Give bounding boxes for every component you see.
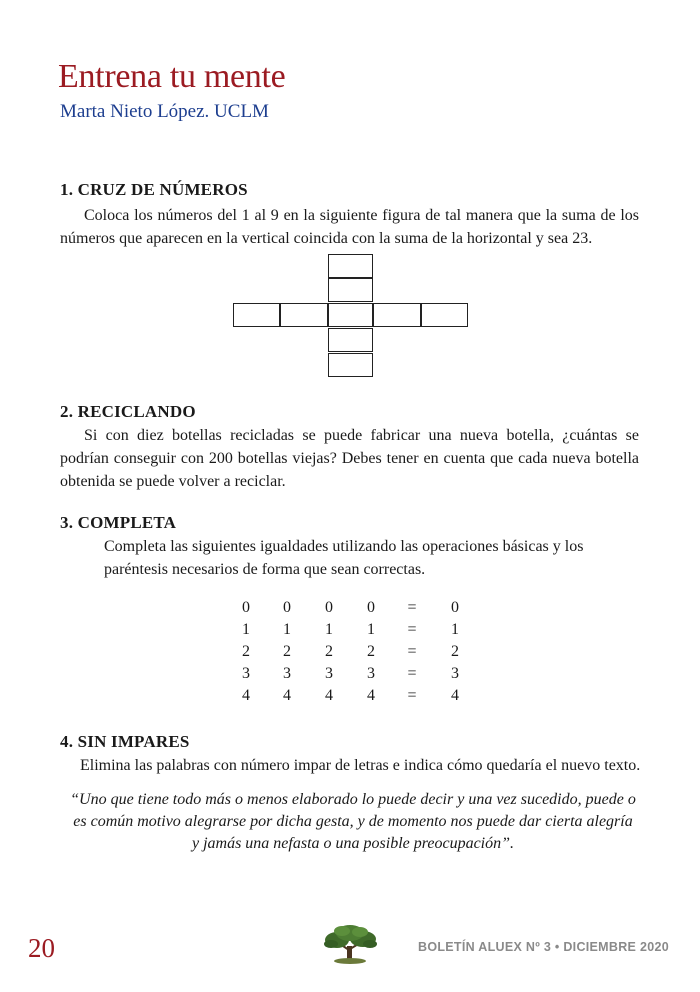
equation-operand: 2 bbox=[367, 643, 375, 660]
equation-operand: 1 bbox=[283, 621, 291, 638]
equation-operand: 3 bbox=[283, 665, 291, 682]
equation-operand: 4 bbox=[283, 687, 291, 704]
equation-operand: 1 bbox=[367, 621, 375, 638]
section-text-sin-impares: Elimina las palabras con número impar de letras e indica cómo quedaría el nuevo texto. bbox=[80, 757, 641, 774]
equation-result: 2 bbox=[451, 643, 459, 660]
equation-operand: 3 bbox=[325, 665, 333, 682]
equation-result: 1 bbox=[451, 621, 459, 638]
cross-cell-left-1 bbox=[233, 303, 280, 327]
cross-cell-top-1 bbox=[328, 254, 373, 278]
equation-equals: = bbox=[407, 621, 417, 638]
section-text-cruz: Coloca los números del 1 al 9 en la siguiente figura de tal manera que la suma de los números que aparecen en la vertical coincida con la suma de la horizontal y sea 23. bbox=[60, 207, 639, 247]
tree-logo-icon bbox=[322, 922, 378, 966]
page-number: 20 bbox=[28, 933, 55, 963]
equation-result: 3 bbox=[451, 665, 459, 682]
equation-operand: 2 bbox=[325, 643, 333, 660]
equation-operand: 0 bbox=[325, 599, 333, 616]
equation-equals: = bbox=[407, 643, 417, 660]
section-text-reciclando: Si con diez botellas recicladas se puede fabricar una nueva botella, ¿cuántas se podrían conseguir con 200 botellas viejas? Debes tener en cuenta que cada nueva botella obtenida se puede volver a reciclar. bbox=[60, 427, 639, 490]
page-title: Entrena tu mente bbox=[58, 58, 286, 95]
cross-cell-right-2 bbox=[421, 303, 468, 327]
section-heading-completa: 3. COMPLETA bbox=[60, 513, 177, 532]
equation-result: 0 bbox=[451, 599, 459, 616]
equation-operand: 4 bbox=[367, 687, 375, 704]
equation-operand: 0 bbox=[242, 599, 250, 616]
equation-equals: = bbox=[407, 599, 417, 616]
equation-equals: = bbox=[407, 687, 417, 704]
equation-operand: 0 bbox=[367, 599, 375, 616]
equation-operand: 2 bbox=[283, 643, 291, 660]
equation-result: 4 bbox=[451, 687, 459, 704]
equation-operand: 0 bbox=[283, 599, 291, 616]
equation-operand: 3 bbox=[367, 665, 375, 682]
equation-operand: 4 bbox=[325, 687, 333, 704]
section-text-completa: Completa las siguientes igualdades utilizando las operaciones básicas y los paréntesis necesarios de forma que sean correctas. bbox=[104, 538, 584, 578]
equation-operand: 2 bbox=[242, 643, 250, 660]
cross-cell-top-2 bbox=[328, 278, 373, 302]
cross-cell-bottom-2 bbox=[328, 353, 373, 377]
quote-text: “Uno que tiene todo más o menos elaborado lo puede decir y una vez sucedido, puede o es común motivo alegrarse por dicha gesta, y de momento nos puede dar cierta alegría y jamás una nefasta o una posible preocupación”. bbox=[70, 791, 636, 852]
section-heading-reciclando: 2. RECICLANDO bbox=[60, 402, 196, 421]
author-line: Marta Nieto López. UCLM bbox=[60, 101, 269, 122]
equation-operand: 1 bbox=[242, 621, 250, 638]
publication-footer: BOLETÍN ALUEX Nº 3 • DICIEMBRE 2020 bbox=[418, 940, 669, 954]
equation-operand: 3 bbox=[242, 665, 250, 682]
equation-operand: 1 bbox=[325, 621, 333, 638]
equation-equals: = bbox=[407, 665, 417, 682]
cross-cell-left-2 bbox=[280, 303, 328, 327]
section-heading-sin-impares: 4. SIN IMPARES bbox=[60, 732, 190, 751]
cross-cell-bottom-1 bbox=[328, 328, 373, 352]
section-heading-cruz: 1. CRUZ DE NÚMEROS bbox=[60, 180, 248, 199]
cross-cell-center bbox=[328, 303, 373, 327]
cross-cell-right-1 bbox=[373, 303, 421, 327]
equation-operand: 4 bbox=[242, 687, 250, 704]
